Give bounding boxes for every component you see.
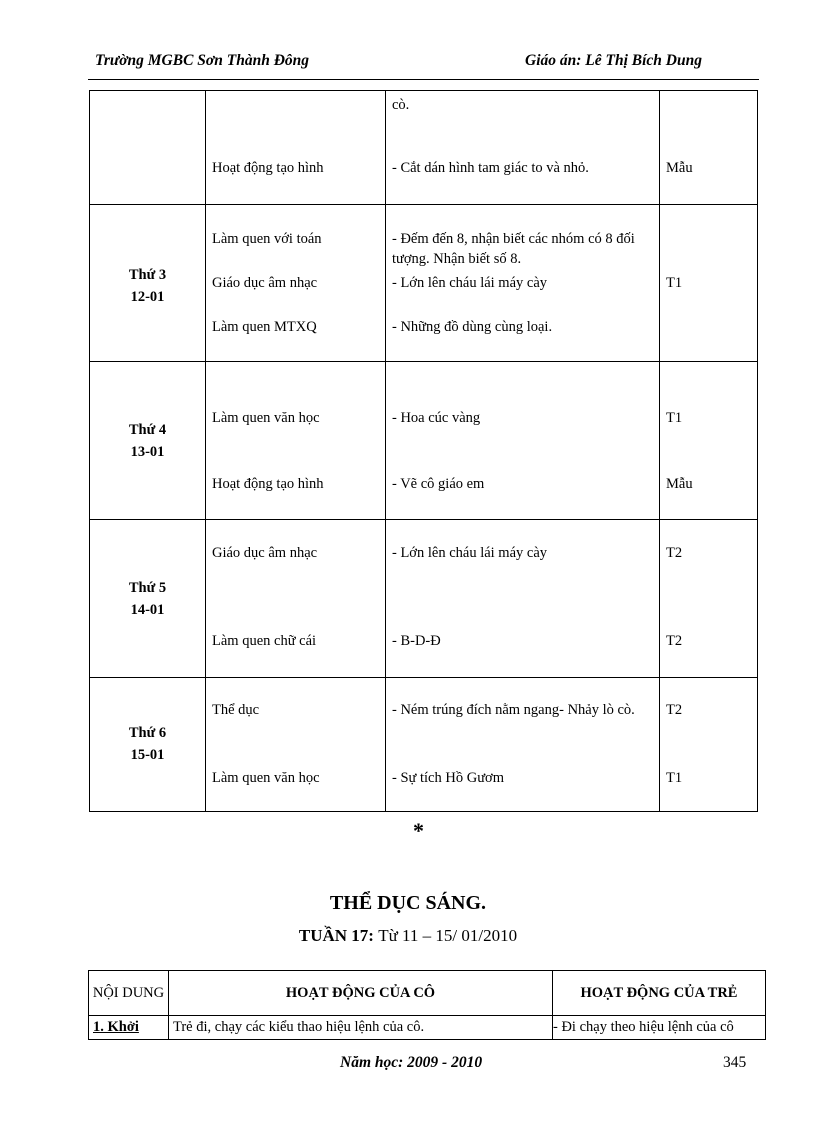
- week-label: TUẦN 17:: [298, 926, 374, 945]
- note-item: T2: [666, 545, 683, 561]
- activity-item: Giáo dục âm nhạc: [212, 545, 318, 561]
- content-cell: [386, 520, 660, 678]
- content-item: cò.: [392, 97, 410, 113]
- note-cell: [660, 520, 758, 678]
- content-item: - Vẽ cô giáo em: [392, 476, 485, 492]
- note-item: T2: [666, 633, 683, 649]
- note-item: T1: [666, 770, 683, 786]
- content-item: - Đếm đến 8, nhận biết các nhóm có 8 đối tượng. Nhận biết số 8.: [392, 231, 635, 267]
- activity-item: Làm quen chữ cái: [212, 633, 317, 649]
- header-school: Trường MGBC Sơn Thành Đông: [95, 52, 310, 69]
- header-teacher: HOẠT ĐỘNG CỦA CÔ: [169, 971, 553, 1016]
- note-item: T2: [666, 702, 683, 718]
- activity-item: Giáo dục âm nhạc: [212, 275, 318, 291]
- note-item: Mẫu: [666, 476, 693, 492]
- header-rule: [88, 79, 759, 80]
- activity-cell: [206, 205, 386, 362]
- page-number: 345: [723, 1054, 747, 1071]
- section-separator: *: [413, 818, 424, 843]
- activity-cell: [206, 678, 386, 812]
- note-item: Mẫu: [666, 160, 693, 176]
- table-header-row: [89, 971, 766, 1016]
- day-cell: [90, 678, 206, 812]
- activity-item: Làm quen với toán: [212, 231, 322, 247]
- section-subtitle: [0, 926, 816, 946]
- header-content: NỘI DUNG: [89, 971, 169, 1016]
- note-item: T1: [666, 410, 683, 426]
- day-label: Thứ 5: [128, 580, 167, 596]
- table-row: [90, 205, 758, 362]
- activity-item: Hoạt động tạo hình: [212, 160, 324, 176]
- exercise-table: [88, 970, 766, 1040]
- day-cell: [90, 205, 206, 362]
- note-cell: [660, 91, 758, 205]
- note-item: T1: [666, 275, 683, 291]
- day-date: 15-01: [130, 747, 165, 763]
- content-cell: [386, 91, 660, 205]
- table-row: [90, 362, 758, 520]
- content-item: - Lớn lên cháu lái máy cày: [392, 275, 548, 291]
- content-item: - B-D-Đ: [392, 633, 441, 649]
- activity-cell: [206, 91, 386, 205]
- activity-item: Hoạt động tạo hình: [212, 476, 324, 492]
- content-item: - Sự tích Hồ Gươm: [392, 770, 504, 786]
- content-cell: [386, 362, 660, 520]
- day-label: Thứ 4: [128, 422, 167, 438]
- table-row: [90, 520, 758, 678]
- content-item: - Hoa cúc vàng: [392, 410, 481, 426]
- day-cell: [90, 362, 206, 520]
- header-author: Giáo án: Lê Thị Bích Dung: [525, 52, 702, 69]
- footer-school-year: Năm học: 2009 - 2010: [340, 1054, 483, 1071]
- content-item: - Cắt dán hình tam giác to và nhỏ.: [392, 160, 589, 176]
- row-teacher: Trẻ đi, chạy các kiểu thao hiệu lệnh của cô.: [169, 1016, 553, 1040]
- day-date: 14-01: [130, 602, 165, 618]
- content-item: - Lớn lên cháu lái máy cày: [392, 545, 548, 561]
- content-item: - Ném trúng đích nằm ngang- Nhảy lò cò.: [392, 702, 635, 718]
- activity-item: Thể dục: [212, 702, 260, 718]
- day-label: Thứ 3: [128, 267, 167, 283]
- note-cell: [660, 205, 758, 362]
- day-date: 12-01: [130, 289, 165, 305]
- day-label: Thứ 6: [128, 725, 167, 741]
- content-cell: [386, 678, 660, 812]
- activity-cell: [206, 362, 386, 520]
- note-cell: [660, 678, 758, 812]
- activity-cell: [206, 520, 386, 678]
- table-row: [89, 1016, 766, 1040]
- schedule-table: [89, 90, 758, 812]
- day-date: 13-01: [130, 444, 165, 460]
- row-content: 1. Khởi: [89, 1016, 169, 1040]
- header-child: HOẠT ĐỘNG CỦA TRẺ: [553, 971, 766, 1016]
- table-row: [90, 678, 758, 812]
- row-child: - Đi chạy theo hiệu lệnh của cô: [553, 1016, 766, 1040]
- week-range: Từ 11 – 15/ 01/2010: [378, 926, 518, 945]
- table-row: [90, 91, 758, 205]
- content-item: - Những đồ dùng cùng loại.: [392, 319, 553, 335]
- activity-item: Làm quen văn học: [212, 770, 320, 786]
- note-cell: [660, 362, 758, 520]
- activity-item: Làm quen MTXQ: [212, 319, 317, 335]
- section-title: THỂ DỤC SÁNG.: [329, 892, 487, 914]
- day-cell: [90, 91, 206, 205]
- day-cell: [90, 520, 206, 678]
- content-cell: [386, 205, 660, 362]
- activity-item: Làm quen văn học: [212, 410, 320, 426]
